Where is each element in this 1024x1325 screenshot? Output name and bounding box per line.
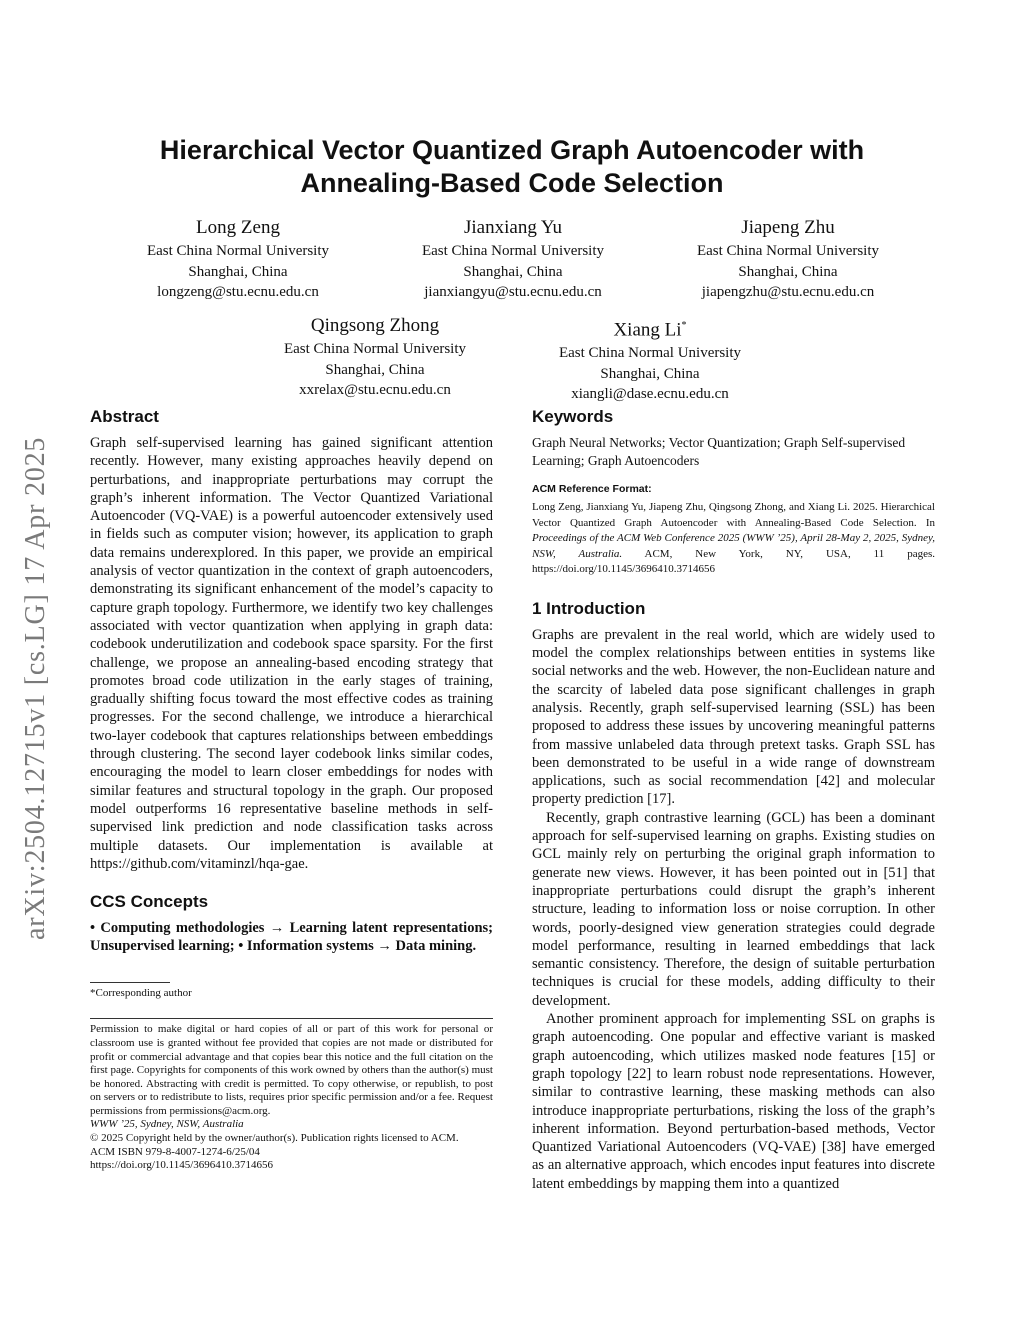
keywords-text: Graph Neural Networks; Vector Quantization; Graph Self-supervised Learning; Graph Autoencoders	[532, 435, 906, 468]
intro-paragraph-2: Recently, graph contrastive learning (GCL) has been a dominant approach for self-supervised learning on graphs. Existing studies on GCL mainly rely on perturbing the original graph information to generate new views. However, it has been pointed out in [51] that inappropriate perturbations could disrupt the graph’s inherent structure, leading to information loss or noise corruption. In other words, poorly-designed view generation strategies could degrade model performance, resulting in learned embeddings that lack semantic consistency. Therefore, the design of suitable perturbation techniques is crucial for these models, adding difficulty to their development.	[532, 809, 935, 1009]
author-name: Long Zeng	[196, 217, 280, 238]
author-location: Shanghai, China	[738, 263, 838, 280]
right-column	[532, 406, 935, 1193]
author-name: Qingsong Zhong	[310, 315, 440, 336]
paper-title	[0, 134, 1024, 200]
abstract-heading: Abstract	[90, 407, 159, 426]
title-line-2: Annealing-Based Code Selection	[300, 168, 724, 198]
footnote: *Corresponding author	[90, 986, 192, 999]
acm-reference-proceedings: Proceedings of the ACM Web Conference 2025 (WWW ’25), April 28-May 2, 2025, Sydney, NSW, Australia.	[532, 532, 935, 560]
footnote-rule	[90, 982, 170, 983]
author-affiliation: East China Normal University	[421, 243, 605, 259]
author-location: Shanghai, China	[188, 263, 288, 280]
acm-reference-part2: ACM, New York, NY, USA, 11 pages. https://doi.org/10.1145/3696410.3714656	[532, 547, 935, 576]
author-name-text: Xiang Li	[613, 319, 682, 341]
acm-reference-text	[532, 500, 935, 578]
author-block	[643, 216, 933, 303]
author-block	[505, 314, 795, 405]
ccs-heading: CCS Concepts	[90, 892, 209, 912]
abstract-text: Graph self-supervised learning has gained significant attention recently. However, many existing approaches heavily depend on perturbations, and inappropriate perturbations may corrupt the graph’s inherent information. The Vector Quantized Variational Autoencoder (VQ-VAE) is a powerful autoencoder extensively used in fields such as computer vision; however, its application to graph data remains underexplored. In this paper, we provide an empirical analysis of vector quantization in the context of graph autoencoders, demonstrating its significant enhancement of the model’s capacity to capture graph topology. Furthermore, we identify two key challenges associated with vector quantization when applying in graph data: codebook underutilization and codebook space sparsity. For the first challenge, we propose an annealing-based encoding strategy that promotes broad code utilization in the early stages of training, gradually shifting focus toward the most effective codes as training progresses. For the second challenge, we introduce a hierarchical two-layer codebook that captures relationships between embeddings through clustering. The second layer codebook links similar codes, encouraging the model to learn closer embeddings for nodes with similar features and structural topology in the graph. Our proposed model outperforms 16 representative baseline methods in self-supervised link prediction and node classification tasks across multiple datasets. Our implementation is available at https://github.com/vitaminzl/hqa-gae.	[90, 435, 493, 872]
acm-reference-part1: Long Zeng, Jianxiang Yu, Jiapeng Zhu, Qingsong Zhong, and Xiang Li. 2025. Hierarchical Vector Quantized Graph Autoencoder with Annealing-Based Code Selection. In	[532, 501, 935, 529]
author-name	[505, 314, 795, 341]
author-block	[230, 314, 520, 401]
title-line-1: Hierarchical Vector Quantized Graph Autoencoder with	[159, 135, 865, 165]
ccs-text: • Computing methodologies → Learning latent representations; Unsupervised learning; • Information systems → Data mining.	[90, 920, 493, 955]
permission-venue: WWW ’25, Sydney, NSW, Australia	[90, 1118, 244, 1131]
author-email: xiangli@dase.ecnu.edu.cn	[571, 386, 729, 403]
author-name: Jiapeng Zhu	[741, 217, 835, 238]
author-block	[93, 216, 383, 303]
permission-copyright: © 2025 Copyright held by the owner/author(s). Publication rights licensed to ACM.	[90, 1132, 459, 1145]
intro-paragraph-1: Graphs are prevalent in the real world, which are widely used to model the complex relationships between entities in systems like social networks and the web. However, the non-Euclidean nature and the scarcity of labeled data pose significant challenges in graph analysis. Recently, graph self-supervised learning (SSL) has been proposed to address these issues by uncovering meaningful patterns from massive unlabeled data through pretext tasks. Graph SSL has been demonstrated to be useful in a wide range of downstream applications, such as social recommendation [42] and molecular property prediction [17].	[532, 626, 935, 808]
acm-reference-heading: ACM Reference Format:	[532, 483, 652, 495]
permission-text: Permission to make digital or hard copies of all or part of this work for personal or classroom use is granted without fee provided that copies are not made or distributed for profit or commercial advantage and that copies bear this notice and the full citation on the first page. Copyrights for components of this work owned by others than the author(s) must be honored. Abstracting with credit is permitted. To copy otherwise, or republish, to post on servers or to redistribute to lists, requires prior specific permission and/or a fee. Request permissions from permissions@acm.org.	[90, 1023, 493, 1117]
keywords-heading: Keywords	[532, 407, 614, 426]
author-affiliation: East China Normal University	[146, 243, 330, 259]
permission-rule	[90, 1018, 493, 1019]
author-location: Shanghai, China	[463, 263, 563, 280]
permission-doi: https://doi.org/10.1145/3696410.3714656	[90, 1159, 274, 1172]
author-email: longzeng@stu.ecnu.edu.cn	[157, 284, 319, 300]
permission-isbn: ACM ISBN 979-8-4007-1274-6/25/04	[90, 1145, 260, 1158]
intro-paragraph-3: Another prominent approach for implementing SSL on graphs is graph autoencoding. One popular and effective variant is masked graph autoencoding, which utilizes masked node features [15] or graph topology [22] to learn robust node representations. However, similar to contrastive learning, these masking methods can also introduce inappropriate perturbations, risking the loss of the graph’s inherent information. Beyond perturbation-based methods, Vector Quantized Variational Autoencoders (VQ-VAE) [38] have emerged as an alternative approach, which encodes input features into discrete latent embeddings by mapping them into a quantized	[532, 1011, 935, 1192]
author-affiliation: East China Normal University	[283, 341, 467, 357]
introduction-heading: 1 Introduction	[532, 598, 646, 618]
author-name: Jianxiang Yu	[464, 217, 562, 238]
author-email: jiapengzhu@stu.ecnu.edu.cn	[701, 284, 875, 300]
left-column	[90, 406, 493, 1173]
author-affiliation: East China Normal University	[696, 243, 880, 259]
corresponding-mark: *	[681, 320, 687, 331]
author-location: Shanghai, China	[325, 361, 425, 378]
author-email: jianxiangyu@stu.ecnu.edu.cn	[424, 284, 602, 300]
author-affiliation: East China Normal University	[558, 345, 742, 362]
author-location: Shanghai, China	[600, 365, 700, 382]
author-block	[368, 216, 658, 303]
author-email: xxrelax@stu.ecnu.edu.cn	[299, 382, 451, 398]
arxiv-stamp: arXiv:2504.12715v1 [cs.LG] 17 Apr 2025	[20, 436, 51, 940]
